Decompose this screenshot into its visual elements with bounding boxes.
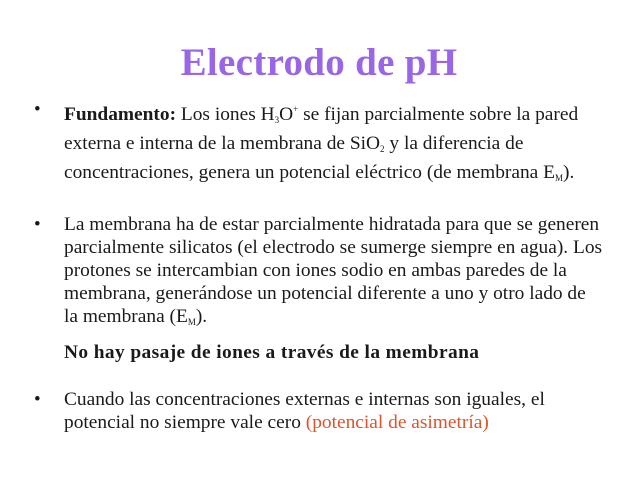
- bullet-text: La membrana ha de estar parcialmente hidratada para que se generen parcialmente silicatos (el electrodo se sumerge siempre en agua). Los protones se intercambian con iones sodio en ambas paredes de la membrana, generándose un potencial diferente a uno y otro lado de la membrana (E: [64, 214, 603, 327]
- subscript-m: M: [554, 173, 563, 183]
- subscript-3: 3: [274, 115, 280, 125]
- bullet-marker: •: [34, 389, 41, 410]
- bullet-text: se fijan parcialmente sobre la pared externa e interna de la membrana de SiO: [64, 104, 579, 154]
- subscript-2: 2: [380, 144, 385, 154]
- bullet-item-fundamento: [34, 98, 604, 190]
- emphasis-statement: No hay pasaje de iones a través de la membrana: [64, 342, 480, 363]
- bullet-text: ).: [563, 162, 575, 183]
- bullet-marker: •: [34, 214, 41, 235]
- bullet-text: Los iones H: [176, 104, 275, 125]
- bullet-text: y la diferencia de concentraciones, genera un potencial eléctrico (de membrana E: [64, 133, 555, 183]
- bullet-text: ).: [195, 306, 208, 327]
- subscript-m: M: [187, 317, 196, 327]
- bullet-marker: •: [34, 99, 41, 120]
- bullet-text: Cuando las concentraciones externas e internas son iguales, el potencial no siempre vale cero: [64, 389, 545, 433]
- bullet-lead-label: Fundamento:: [64, 104, 177, 125]
- superscript-plus: +: [293, 104, 299, 114]
- bullet-list: [34, 98, 604, 434]
- slide-title: Electrodo de pH: [180, 41, 458, 84]
- bullet-item-asimetria: [34, 388, 604, 434]
- highlight-text: (potencial de asimetría): [305, 412, 489, 433]
- bullet-text: O: [279, 104, 294, 125]
- bullet-item-membrana: [34, 213, 604, 364]
